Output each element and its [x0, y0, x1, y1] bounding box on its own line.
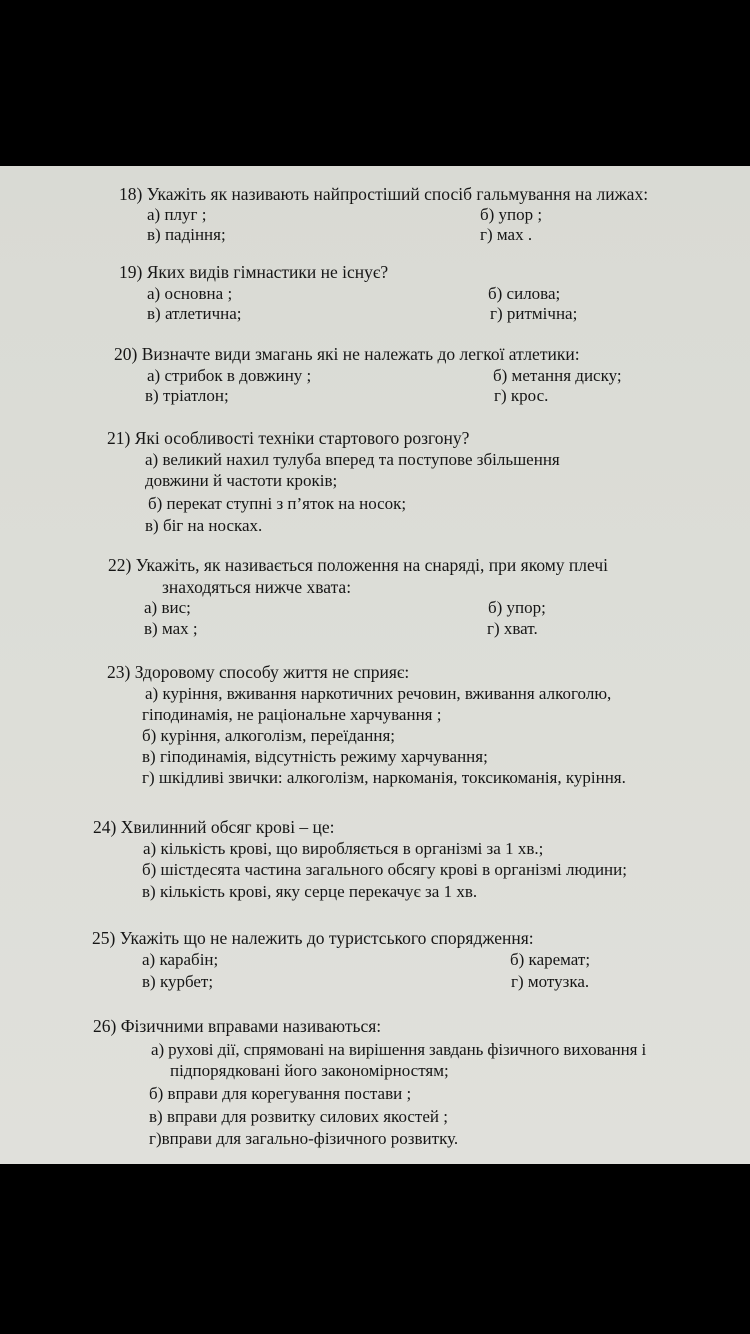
option-a: а) кількість крові, що виробляється в організмі за 1 хв.; — [143, 839, 544, 858]
option-b: б) упор ; — [480, 205, 543, 224]
option-d: г) крос. — [494, 386, 549, 405]
option-a: а) плуг ; — [147, 205, 207, 224]
question-title: 20) Визначте види змагань які не належать до легкої атлетики: — [114, 344, 580, 364]
option-b: б) перекат ступні з п’яток на носок; — [148, 494, 407, 513]
option-b: б) куріння, алкоголізм, переїдання; — [142, 726, 395, 745]
option-a: а) вис; — [144, 598, 191, 617]
option-c: в) мах ; — [144, 619, 198, 638]
test-page — [0, 166, 750, 1164]
option-b: б) упор; — [488, 598, 546, 617]
question-title: 22) Укажіть, як називається положення на снаряді, при якому плечі — [108, 555, 609, 575]
option-b: б) шістдесята частина загального обсягу крові в організмі людини; — [142, 860, 627, 879]
option-d: г) мотузка. — [511, 972, 590, 991]
option-c: в) кількість крові, яку серце перекачує за 1 хв. — [142, 882, 478, 901]
option-c: в) вправи для розвитку силових якостей ; — [149, 1107, 448, 1126]
option-d: г)вправи для загально-фізичного розвитку. — [149, 1129, 459, 1148]
option-b: б) метання диску; — [493, 366, 622, 385]
option-a: а) основна ; — [147, 284, 233, 303]
option-c: в) гіподинамія, відсутність режиму харчування; — [142, 747, 488, 766]
question-title: 19) Яких видів гімнастики не існує? — [119, 262, 389, 282]
option-d: г) мах . — [480, 225, 533, 244]
option-b: б) вправи для корегування постави ; — [149, 1084, 412, 1103]
question-title: 21) Які особливості техніки стартового розгону? — [107, 428, 470, 448]
option-b: б) силова; — [488, 284, 561, 303]
question-title: 23) Здоровому способу життя не сприяє: — [107, 662, 410, 682]
option-c: в) тріатлон; — [145, 386, 229, 405]
option-a: а) рухові дії, спрямовані на вирішення завдань фізичного виховання і — [151, 1040, 647, 1059]
question-title: 25) Укажіть що не належить до туристського спорядження: — [92, 928, 534, 948]
option-b: б) каремат; — [510, 950, 591, 969]
option-a-cont: підпорядковані його закономірностям; — [170, 1061, 449, 1080]
option-a: а) стрибок в довжину ; — [147, 366, 312, 385]
option-a: а) куріння, вживання наркотичних речовин, вживання алкоголю, — [145, 684, 612, 703]
question-title-cont: знаходяться нижче хвата: — [162, 577, 352, 597]
option-a-cont: довжини й частоти кроків; — [145, 471, 338, 490]
option-c: в) падіння; — [147, 225, 226, 244]
option-d: г) ритмічна; — [490, 304, 578, 323]
option-a-cont: гіподинамія, не раціональне харчування ; — [142, 705, 442, 724]
question-title: 24) Хвилинний обсяг крові – це: — [93, 817, 335, 837]
option-d: г) хват. — [487, 619, 538, 638]
option-c: в) курбет; — [142, 972, 214, 991]
option-d: г) шкідливі звички: алкоголізм, наркоманія, токсикоманія, куріння. — [142, 768, 626, 787]
option-a: а) карабін; — [142, 950, 219, 969]
question-title: 26) Фізичними вправами називаються: — [93, 1016, 382, 1036]
option-c: в) атлетична; — [147, 304, 242, 323]
question-title: 18) Укажіть як називають найпростіший спосіб гальмування на лижах: — [119, 184, 649, 204]
option-a: а) великий нахил тулуба вперед та поступове збільшення — [145, 450, 560, 469]
option-c: в) біг на носках. — [145, 516, 263, 535]
